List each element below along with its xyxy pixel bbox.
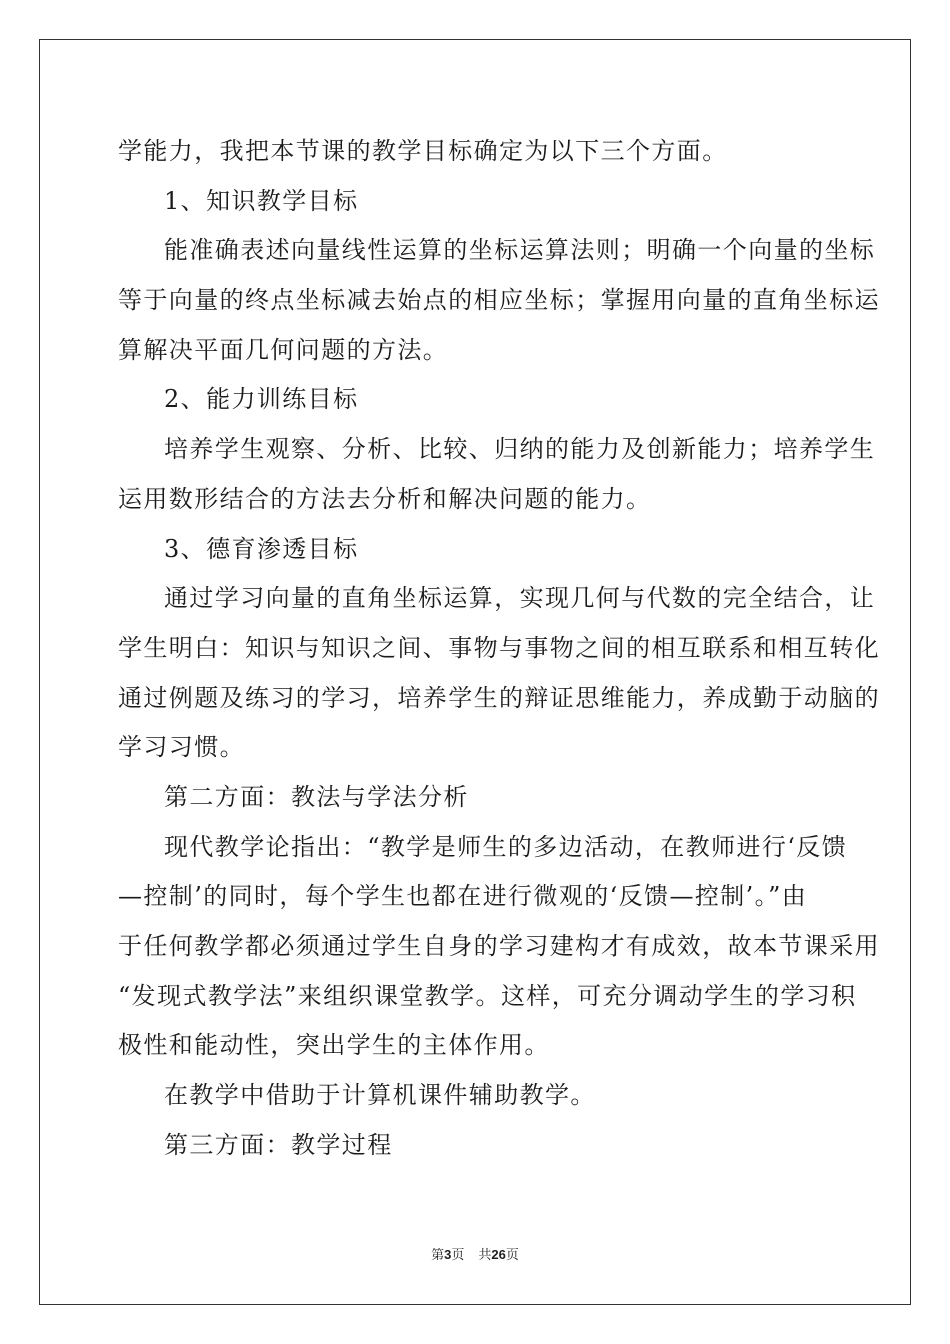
page-number: 3: [444, 1247, 452, 1262]
page-suffix: 页: [451, 1248, 465, 1263]
text-line-16: —控制’的同时，每个学生也都在进行微观的‘反馈—控制’。”由: [118, 882, 808, 911]
text-line-4: 等于向量的终点坐标减去始点的相应坐标；掌握用向量的直角坐标运: [118, 286, 880, 315]
text-line-1: 学能力，我把本节课的教学目标确定为以下三个方面。: [118, 137, 728, 165]
total-pages: 26: [491, 1247, 506, 1262]
page-prefix: 第: [431, 1248, 445, 1263]
text-line-3: 能准确表述向量线性运算的坐标运算法则；明确一个向量的坐标: [164, 236, 876, 265]
total-prefix: 共: [478, 1248, 492, 1263]
text-line-19: 极性和能动性，突出学生的主体作用。: [118, 1031, 550, 1060]
section-heading-knowledge: 1、知识教学目标: [164, 186, 359, 215]
section-heading-moral: 3、德育渗透目标: [164, 534, 359, 563]
text-line-15: 现代教学论指出：“教学是师生的多边活动，在教师进行‘反馈: [164, 832, 848, 861]
section-heading-method: 第二方面：教法与学法分析: [164, 782, 469, 811]
text-line-13: 学习习惯。: [118, 733, 245, 762]
text-line-8: 运用数形结合的方法去分析和解决问题的能力。: [118, 484, 652, 513]
document-body: [118, 127, 880, 1170]
text-line-17: 于任何教学都必须通过学生自身的学习建构才有成效，故本节课采用: [118, 932, 880, 960]
total-suffix: 页: [505, 1248, 519, 1263]
text-line-7: 培养学生观察、分析、比较、归纳的能力及创新能力；培养学生: [164, 435, 876, 464]
text-line-11: 学生明白：知识与知识之间、事物与事物之间的相互联系和相互转化: [118, 633, 880, 662]
text-line-18: “发现式教学法”来组织课堂教学。这样，可充分调动学生的学习积: [118, 981, 857, 1010]
text-line-20: 在教学中借助于计算机课件辅助教学。: [164, 1081, 596, 1110]
text-line-5: 算解决平面几何问题的方法。: [118, 335, 449, 364]
page-footer: [0, 1244, 950, 1263]
text-line-12: 通过例题及练习的学习，培养学生的辩证思维能力，养成勤于动脑的: [118, 683, 880, 712]
text-line-10: 通过学习向量的直角坐标运算，实现几何与代数的完全结合，让: [164, 584, 876, 613]
section-heading-ability: 2、能力训练目标: [164, 385, 359, 414]
section-heading-process: 第三方面：教学过程: [164, 1130, 393, 1159]
